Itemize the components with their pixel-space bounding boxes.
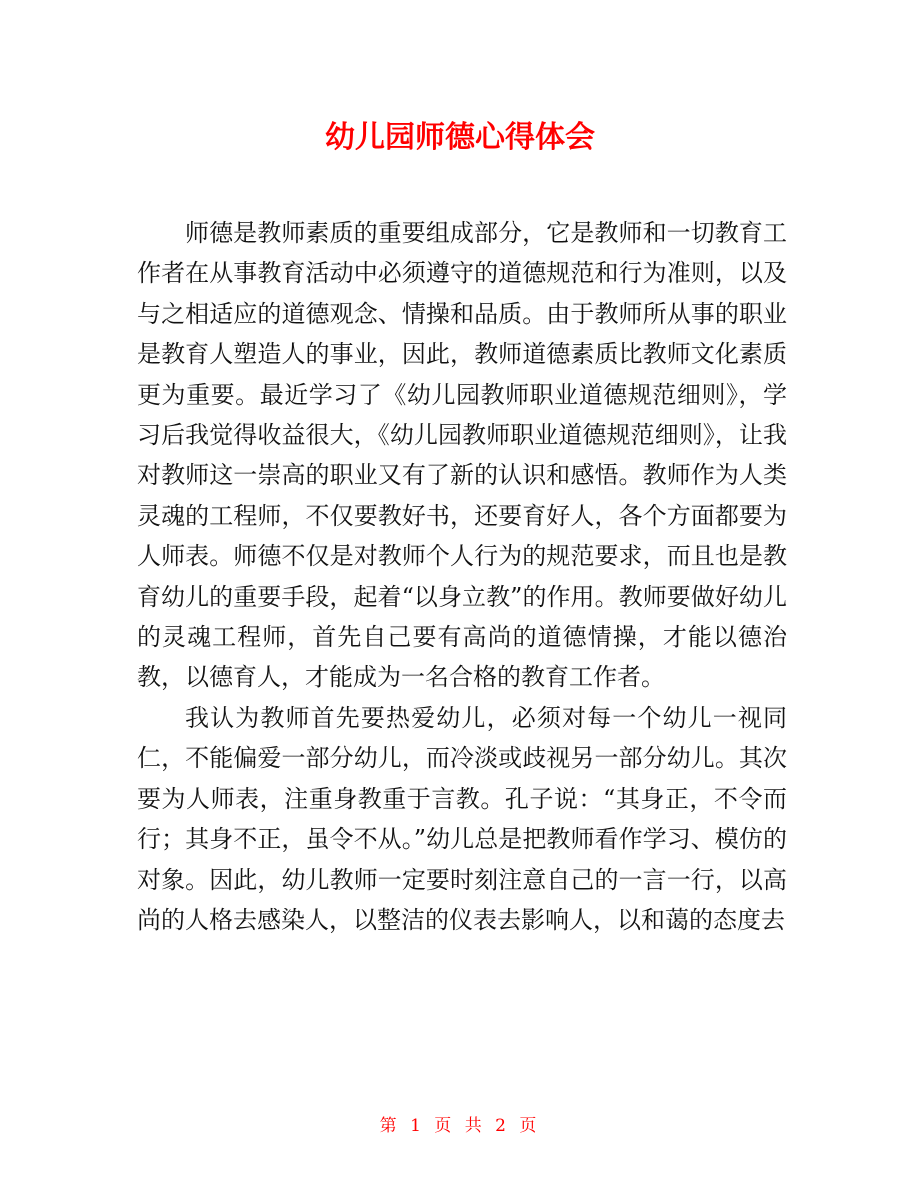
paragraph-2: 我认为教师首先要热爱幼儿，必须对每一个幼儿一视同仁，不能偏爱一部分幼儿，而冷淡或歧视另一部分幼儿。其次要为人师表，注重身教重于言教。孔子说：“其身正，不令而行；其身不正，虽令不从。”幼儿总是把教师看作学习、模仿的对象。因此，幼儿教师一定要时刻注意自己的一言一行，以高尚的人格去感染人，以整洁的仪表去影响人，以和蔼的态度去	[137, 703, 787, 934]
paragraph-1: 师德是教师素质的重要组成部分，它是教师和一切教育工作者在从事教育活动中必须遵守的道德规范和行为准则，以及与之相适应的道德观念、情操和品质。由于教师所从事的职业是教育人塑造人的事业，因此，教师道德素质比教师文化素质更为重要。最近学习了《幼儿园教师职业道德规范细则》，学习后我觉得收益很大，《幼儿园教师职业道德规范细则》，让我对教师这一崇高的职业又有了新的认识和感悟。教师作为人类灵魂的工程师，不仅要教好书，还要育好人，各个方面都要为人师表。师德不仅是对教师个人行为的规范要求，而且也是教育幼儿的重要手段，起着“以身立教”的作用。教师要做好幼儿的灵魂工程师，首先自己要有高尚的道德情操，才能以德治教，以德育人，才能成为一名合格的教育工作者。	[137, 219, 787, 692]
page-footer: 第 1 页 共 2 页	[379, 1116, 541, 1136]
document-body	[137, 213, 787, 940]
document-title: 幼儿园师德心得体会	[325, 120, 595, 155]
